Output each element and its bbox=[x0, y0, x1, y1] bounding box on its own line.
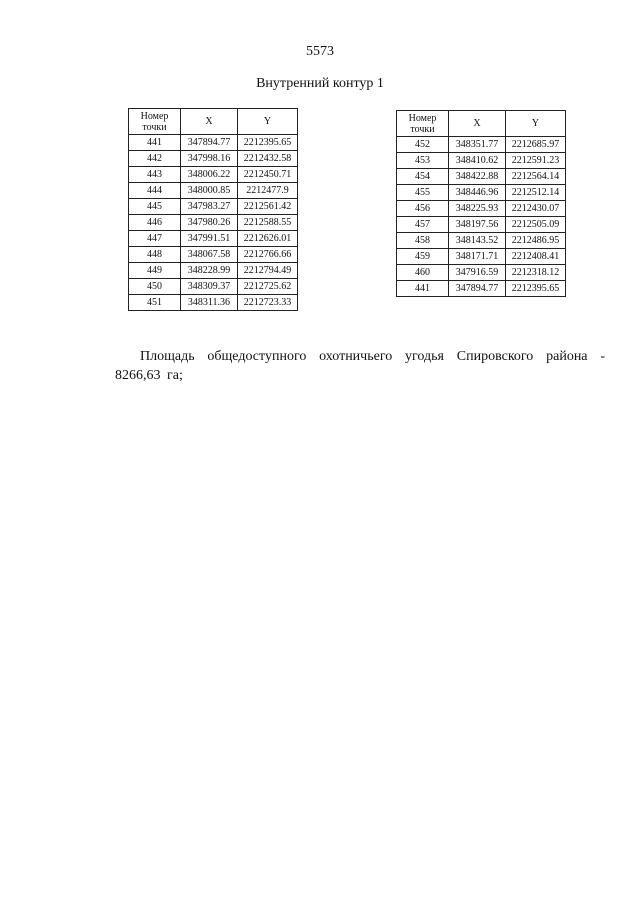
header-y: Y bbox=[238, 109, 298, 135]
y-value: 2212450.71 bbox=[238, 167, 298, 183]
y-value: 2212512.14 bbox=[506, 185, 566, 201]
point-number: 450 bbox=[129, 279, 181, 295]
point-number: 445 bbox=[129, 199, 181, 215]
x-value: 348006.22 bbox=[181, 167, 238, 183]
x-value: 348197.56 bbox=[449, 217, 506, 233]
x-value: 347991.51 bbox=[181, 231, 238, 247]
x-value: 348225.93 bbox=[449, 201, 506, 217]
header-x: X bbox=[449, 111, 506, 137]
x-value: 347983.27 bbox=[181, 199, 238, 215]
y-value: 2212766.66 bbox=[238, 247, 298, 263]
point-number: 460 bbox=[397, 265, 449, 281]
table-row bbox=[129, 215, 298, 231]
point-number: 452 bbox=[397, 137, 449, 153]
table-row bbox=[397, 137, 566, 153]
table-row bbox=[397, 249, 566, 265]
y-value: 2212685.97 bbox=[506, 137, 566, 153]
y-value: 2212395.65 bbox=[506, 281, 566, 297]
y-value: 2212486.95 bbox=[506, 233, 566, 249]
table-row bbox=[397, 233, 566, 249]
x-value: 348311.36 bbox=[181, 295, 238, 311]
y-value: 2212591.23 bbox=[506, 153, 566, 169]
table-row bbox=[129, 199, 298, 215]
x-value: 348351.77 bbox=[449, 137, 506, 153]
y-value: 2212794.49 bbox=[238, 263, 298, 279]
header-y: Y bbox=[506, 111, 566, 137]
y-value: 2212477.9 bbox=[238, 183, 298, 199]
area-paragraph: Площадь общедоступного охотничьего угодья Спировского района - 8266,63 га; bbox=[115, 349, 605, 383]
point-number: 451 bbox=[129, 295, 181, 311]
table-row bbox=[129, 167, 298, 183]
x-value: 348228.99 bbox=[181, 263, 238, 279]
table-row bbox=[129, 183, 298, 199]
header-point-number: Номер точки bbox=[397, 111, 449, 137]
table-row bbox=[397, 265, 566, 281]
table-row bbox=[129, 247, 298, 263]
point-number: 446 bbox=[129, 215, 181, 231]
point-number: 441 bbox=[129, 135, 181, 151]
y-value: 2212564.14 bbox=[506, 169, 566, 185]
coordinates-table-right bbox=[396, 110, 566, 297]
point-number: 453 bbox=[397, 153, 449, 169]
table-row bbox=[397, 169, 566, 185]
point-number: 449 bbox=[129, 263, 181, 279]
y-value: 2212430.07 bbox=[506, 201, 566, 217]
x-value: 348171.71 bbox=[449, 249, 506, 265]
y-value: 2212626.01 bbox=[238, 231, 298, 247]
table-row bbox=[397, 153, 566, 169]
y-value: 2212432.58 bbox=[238, 151, 298, 167]
table-row bbox=[129, 135, 298, 151]
table-row bbox=[397, 201, 566, 217]
coordinates-table-left bbox=[128, 108, 298, 311]
y-value: 2212725.62 bbox=[238, 279, 298, 295]
section-title: Внутренний контур 1 bbox=[256, 76, 384, 91]
table-row bbox=[397, 185, 566, 201]
point-number: 448 bbox=[129, 247, 181, 263]
table-row bbox=[129, 295, 298, 311]
y-value: 2212723.33 bbox=[238, 295, 298, 311]
page-number: 5573 bbox=[306, 44, 334, 59]
point-number: 447 bbox=[129, 231, 181, 247]
table-header-row bbox=[397, 111, 566, 137]
point-number: 443 bbox=[129, 167, 181, 183]
point-number: 458 bbox=[397, 233, 449, 249]
point-number: 454 bbox=[397, 169, 449, 185]
x-value: 348000.85 bbox=[181, 183, 238, 199]
header-x: X bbox=[181, 109, 238, 135]
table-row bbox=[129, 263, 298, 279]
y-value: 2212561.42 bbox=[238, 199, 298, 215]
table-row bbox=[397, 217, 566, 233]
x-value: 347998.16 bbox=[181, 151, 238, 167]
table-row bbox=[129, 231, 298, 247]
y-value: 2212395.65 bbox=[238, 135, 298, 151]
table-row bbox=[129, 151, 298, 167]
x-value: 348446.96 bbox=[449, 185, 506, 201]
x-value: 347916.59 bbox=[449, 265, 506, 281]
y-value: 2212505.09 bbox=[506, 217, 566, 233]
point-number: 459 bbox=[397, 249, 449, 265]
y-value: 2212408.41 bbox=[506, 249, 566, 265]
x-value: 347980.26 bbox=[181, 215, 238, 231]
point-number: 457 bbox=[397, 217, 449, 233]
table-header-row bbox=[129, 109, 298, 135]
point-number: 441 bbox=[397, 281, 449, 297]
x-value: 347894.77 bbox=[449, 281, 506, 297]
x-value: 348410.62 bbox=[449, 153, 506, 169]
point-number: 444 bbox=[129, 183, 181, 199]
y-value: 2212588.55 bbox=[238, 215, 298, 231]
table-row bbox=[129, 279, 298, 295]
x-value: 348143.52 bbox=[449, 233, 506, 249]
x-value: 348422.88 bbox=[449, 169, 506, 185]
point-number: 455 bbox=[397, 185, 449, 201]
x-value: 348067.58 bbox=[181, 247, 238, 263]
table-row bbox=[397, 281, 566, 297]
y-value: 2212318.12 bbox=[506, 265, 566, 281]
point-number: 442 bbox=[129, 151, 181, 167]
x-value: 348309.37 bbox=[181, 279, 238, 295]
point-number: 456 bbox=[397, 201, 449, 217]
x-value: 347894.77 bbox=[181, 135, 238, 151]
header-point-number: Номер точки bbox=[129, 109, 181, 135]
